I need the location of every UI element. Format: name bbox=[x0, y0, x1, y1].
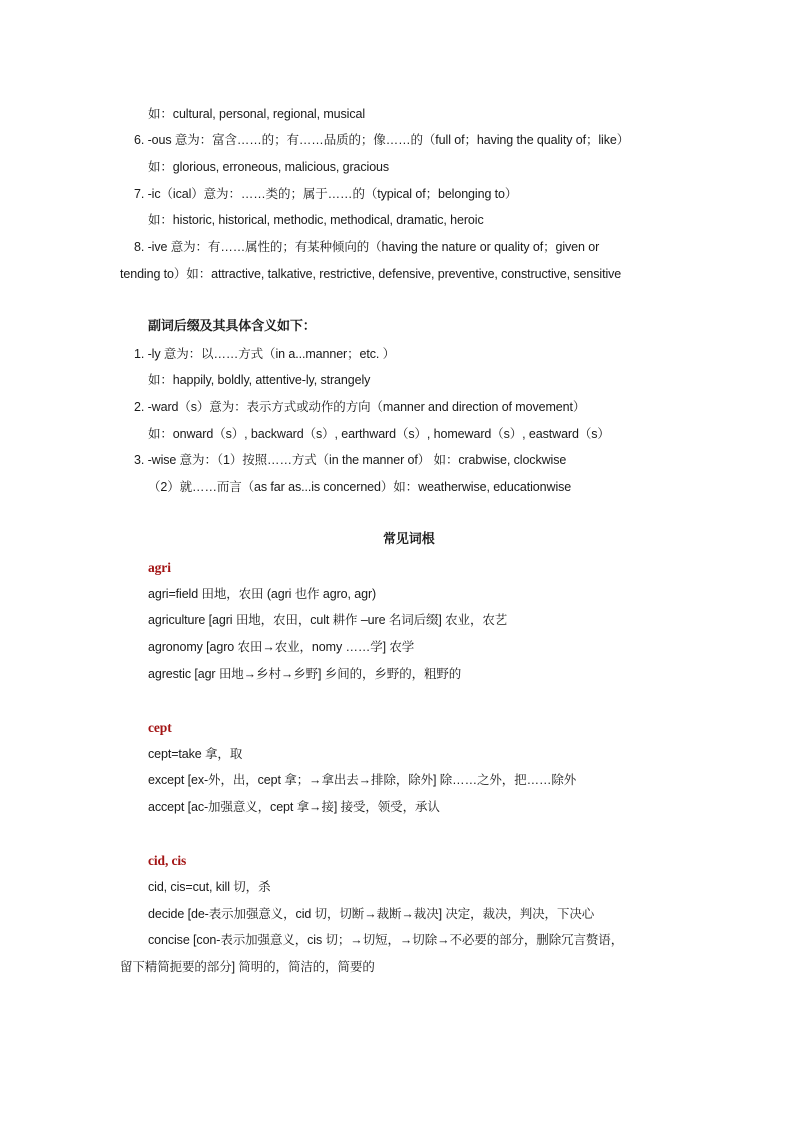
root-line: agri=field 田地，农田 (agri 也作 agro, agr) bbox=[148, 587, 377, 601]
root-line: agrestic [agr 田地→乡村→乡野] 乡间的，乡野的，粗野的 bbox=[148, 667, 462, 681]
roots-section-title: 常见词根 bbox=[383, 532, 435, 547]
root-heading-agri: agri bbox=[148, 560, 171, 575]
adverb-item3: 3. -wise 意为：（1）按照……方式（in the manner of） 如：crabwise, clockwise bbox=[134, 453, 567, 467]
adverb-item2: 2. -ward（s）意为：表示方式或动作的方向（manner and direction of movement） bbox=[134, 400, 586, 414]
adj-item6: 6. -ous 意为：富含……的；有……品质的；像……的（full of；having the quality of；like） bbox=[134, 133, 630, 147]
adj-item7: 7. -ic（ical）意为：……类的；属于……的（typical of；belonging to） bbox=[134, 187, 518, 201]
root-line: cid, cis=cut, kill 切，杀 bbox=[148, 880, 271, 894]
root-line: except [ex-外，出，cept 拿；→拿出去→排除，除外] 除……之外，把……除外 bbox=[148, 773, 577, 787]
adverb-item3-cont: （2）就……而言（as far as...is concerned）如：weatherwise, educationwise bbox=[148, 480, 572, 494]
adj-item7-example: 如：historic, historical, methodic, methodical, dramatic, heroic bbox=[148, 213, 484, 227]
adverb-item1-example: 如：happily, boldly, attentive-ly, strangely bbox=[148, 373, 371, 387]
adverb-section-heading: 副词后缀及其具体含义如下： bbox=[148, 319, 316, 334]
root-line: accept [ac-加强意义，cept 拿→接] 接受，领受，承认 bbox=[148, 800, 440, 814]
adj-item8-line2: tending to）如：attractive, talkative, restrictive, defensive, preventive, constructive, sensitive bbox=[120, 267, 622, 281]
root-line: cept=take 拿，取 bbox=[148, 747, 243, 761]
root-heading-cid-cis: cid, cis bbox=[148, 853, 187, 868]
adj-item8-line1: 8. -ive 意为：有……属性的；有某种倾向的（having the nature or quality of；given or bbox=[134, 240, 600, 254]
root-heading-cept: cept bbox=[148, 720, 172, 735]
adj-item6-example: 如：glorious, erroneous, malicious, gracious bbox=[148, 160, 390, 174]
adj-item5-example: 如：cultural, personal, regional, musical bbox=[148, 107, 366, 121]
root-line: agriculture [agri 田地，农田，cult 耕作 –ure 名词后缀] 农业，农艺 bbox=[148, 613, 508, 627]
root-line: concise [con-表示加强意义，cis 切；→切短，→切除→不必要的部分，删除冗言赘语， bbox=[148, 933, 624, 947]
adverb-item1: 1. -ly 意为：以……方式（in a...manner；etc. ） bbox=[134, 347, 396, 361]
adverb-item2-example: 如：onward（s）, backward（s）, earthward（s）, homeward（s）, eastward（s） bbox=[148, 427, 610, 441]
root-line: 留下精简扼要的部分] 简明的，简洁的，简要的 bbox=[120, 960, 375, 974]
root-line: agronomy [agro 农田→农业，nomy ……学] 农学 bbox=[148, 640, 415, 654]
root-line: decide [de-表示加强意义，cid 切，切断→裁断→裁决] 决定，裁决，判决，下决心 bbox=[148, 907, 595, 921]
